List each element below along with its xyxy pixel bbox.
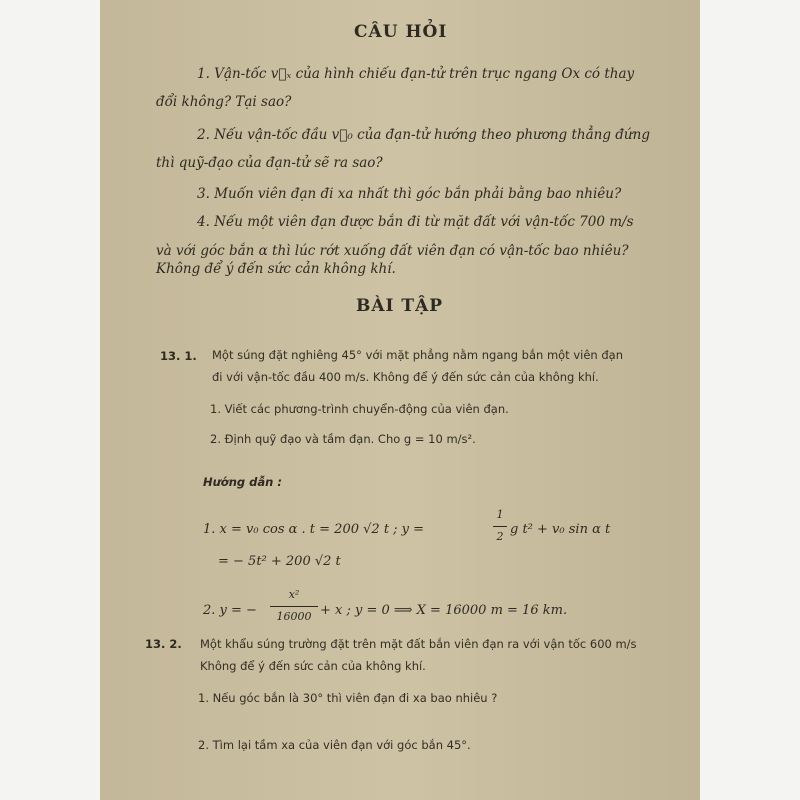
question-1-line-1: 1. Vận-tốc v⃗ₓ của hình chiếu đạn-tử trên trục ngang Ox có thay bbox=[197, 66, 635, 82]
guide-label: Hướng dẫn : bbox=[203, 475, 282, 489]
question-4-line-3: Không để ý đến sức cản không khí. bbox=[156, 261, 396, 277]
problem-13-2-item-2: 2. Tìm lại tầm xa của viên đạn với góc bắn 45°. bbox=[198, 738, 471, 752]
equation-2-fraction-denominator: 16000 bbox=[276, 610, 312, 623]
problem-13-1-item-1: 1. Viết các phương-trình chuyển-động của viên đạn. bbox=[210, 402, 509, 416]
background-right bbox=[700, 0, 800, 800]
problem-13-1-item-2: 2. Định quỹ đạo và tầm đạn. Cho g = 10 m/s². bbox=[210, 432, 476, 446]
question-1-line-2: đổi không? Tại sao? bbox=[156, 94, 292, 110]
question-2-line-1: 2. Nếu vận-tốc đầu v⃗₀ của đạn-tử hướng theo phương thẳng đứng bbox=[197, 127, 650, 143]
problem-13-2-line-1: Một khẩu súng trường đặt trên mặt đất bắn viên đạn ra với vận tốc 600 m/s bbox=[200, 637, 637, 651]
question-3: 3. Muốn viên đạn đi xa nhất thì góc bắn phải bằng bao nhiêu? bbox=[197, 186, 622, 202]
book-page bbox=[100, 0, 700, 800]
problem-13-2-line-2: Không để ý đến sức cản của không khí. bbox=[200, 659, 426, 673]
section-title-bai-tap: BÀI TẬP bbox=[356, 296, 444, 316]
equation-1-continuation: = − 5t² + 200 √2 t bbox=[218, 554, 341, 569]
background-left bbox=[0, 0, 100, 800]
section-title-cau-hoi: CÂU HỎI bbox=[354, 22, 448, 42]
equation-1-fraction-bar bbox=[493, 526, 507, 527]
equation-2-fraction-bar bbox=[270, 606, 318, 607]
equation-1-part-2: g t² + v₀ sin α t bbox=[510, 522, 611, 537]
equation-2-part-1: 2. y = − bbox=[203, 603, 257, 618]
equation-1-fraction-numerator: 1 bbox=[496, 508, 504, 521]
equation-2-part-2: + x ; y = 0 ⟹ X = 16000 m = 16 km. bbox=[320, 603, 568, 618]
equation-2-fraction-numerator: x² bbox=[288, 588, 300, 601]
problem-13-1-number: 13. 1. bbox=[160, 349, 197, 363]
question-2-line-2: thì quỹ-đạo của đạn-tử sẽ ra sao? bbox=[156, 155, 383, 171]
equation-1-fraction-denominator: 2 bbox=[496, 530, 504, 543]
problem-13-2-number: 13. 2. bbox=[145, 637, 182, 651]
question-4-line-2: và với góc bắn α thì lúc rớt xuống đất viên đạn có vận-tốc bao nhiêu? bbox=[156, 243, 629, 259]
problem-13-1-line-2: đi với vận-tốc đầu 400 m/s. Không để ý đến sức cản của không khí. bbox=[212, 370, 599, 384]
equation-1-part-1: 1. x = v₀ cos α . t = 200 √2 t ; y = bbox=[203, 522, 425, 537]
question-4-line-1: 4. Nếu một viên đạn được bắn đi từ mặt đất với vận-tốc 700 m/s bbox=[197, 214, 634, 230]
problem-13-2-item-1: 1. Nếu góc bắn là 30° thì viên đạn đi xa bao nhiêu ? bbox=[198, 691, 498, 705]
problem-13-1-line-1: Một súng đặt nghiêng 45° với mặt phẳng nằm ngang bắn một viên đạn bbox=[212, 348, 623, 362]
